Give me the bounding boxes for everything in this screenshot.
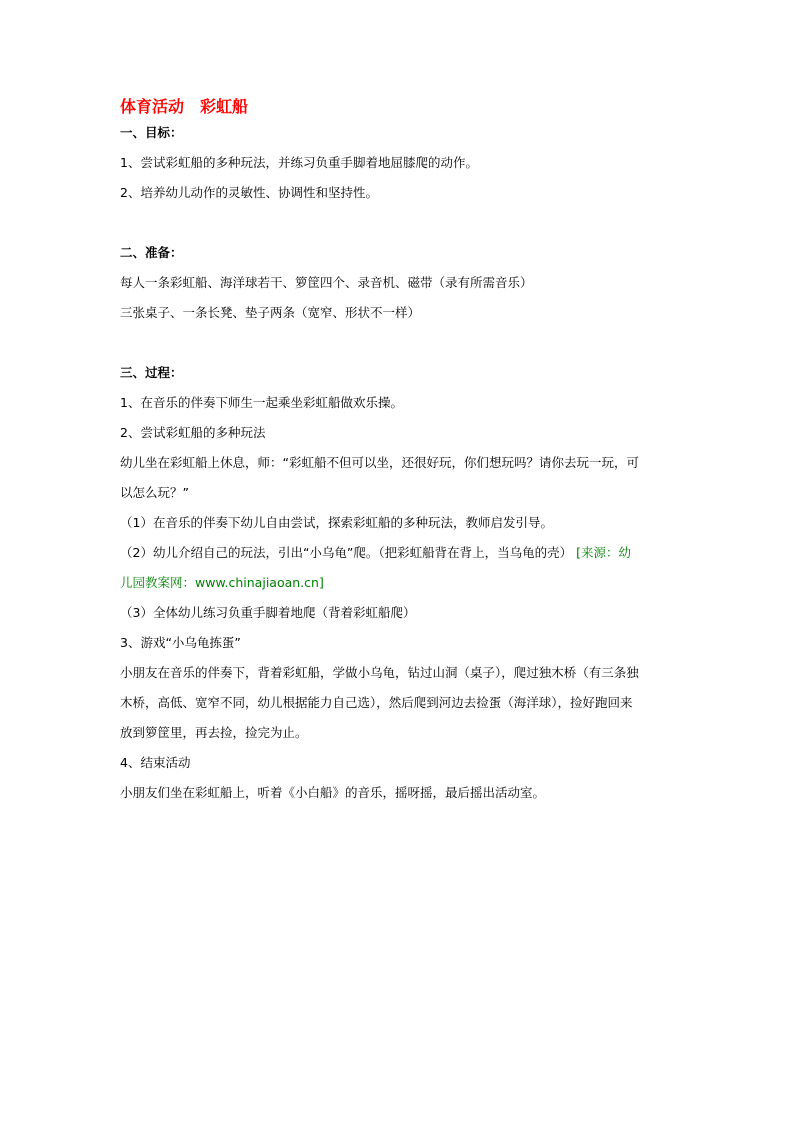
process-line-12: 4、结束活动 bbox=[120, 755, 191, 770]
section-heading-process: 三、过程： bbox=[120, 365, 183, 380]
spacer bbox=[120, 208, 680, 238]
process-line-10: 木桥，高低、宽窄不同，幼儿根据能力自己选），然后爬到河边去捡蛋（海洋球），捡好跑回来 bbox=[120, 695, 633, 710]
document-content bbox=[120, 96, 680, 808]
goal-line-2: 2、培养幼儿动作的灵敏性、协调性和坚持性。 bbox=[120, 185, 378, 200]
process-line-6-text: （2）幼儿介绍自己的玩法，引出“小乌龟”爬。（把彩虹船背在背上，当乌龟的壳） bbox=[120, 545, 573, 560]
process-line-4: 以怎么玩？” bbox=[120, 485, 189, 500]
section-heading-goal: 一、目标： bbox=[120, 125, 183, 140]
prep-line-2: 三张桌子、一条长凳、垫子两条（宽窄、形状不一样） bbox=[120, 305, 421, 320]
process-line-13: 小朋友们坐在彩虹船上，听着《小白船》的音乐，摇呀摇，最后摇出活动室。 bbox=[120, 785, 546, 800]
section-heading-prep: 二、准备： bbox=[120, 245, 183, 260]
process-line-2: 2、尝试彩虹船的多种玩法 bbox=[120, 425, 266, 440]
process-line-3: 幼儿坐在彩虹船上休息，师：“彩虹船不但可以坐，还很好玩，你们想玩吗？请你去玩一玩，可 bbox=[120, 455, 639, 470]
process-line-5: （1）在音乐的伴奏下幼儿自由尝试，探索彩虹船的多种玩法，教师启发引导。 bbox=[120, 515, 553, 530]
source-note-part2: 儿园教案网：www.chinajiaoan.cn] bbox=[120, 575, 324, 590]
document-title: 体育活动 彩虹船 bbox=[120, 97, 249, 116]
prep-line-1: 每人一条彩虹船、海洋球若干、箩筐四个、录音机、磁带（录有所需音乐） bbox=[120, 275, 533, 290]
process-line-1: 1、在音乐的伴奏下师生一起乘坐彩虹船做欢乐操。 bbox=[120, 395, 403, 410]
goal-line-1: 1、尝试彩虹船的多种玩法，并练习负重手脚着地屈膝爬的动作。 bbox=[120, 155, 478, 170]
process-line-9: 小朋友在音乐的伴奏下，背着彩虹船，学做小乌龟，钻过山洞（桌子），爬过独木桥（有三条独 bbox=[120, 665, 639, 680]
process-line-6 bbox=[120, 538, 680, 568]
process-line-8: 3、游戏“小乌龟拣蛋” bbox=[120, 635, 241, 650]
process-line-11: 放到箩筐里，再去捡，捡完为止。 bbox=[120, 725, 308, 740]
spacer bbox=[120, 328, 680, 358]
source-note-part1: [来源：幼 bbox=[576, 545, 632, 560]
process-line-7: （3）全体幼儿练习负重手脚着地爬（背着彩虹船爬） bbox=[120, 605, 416, 620]
